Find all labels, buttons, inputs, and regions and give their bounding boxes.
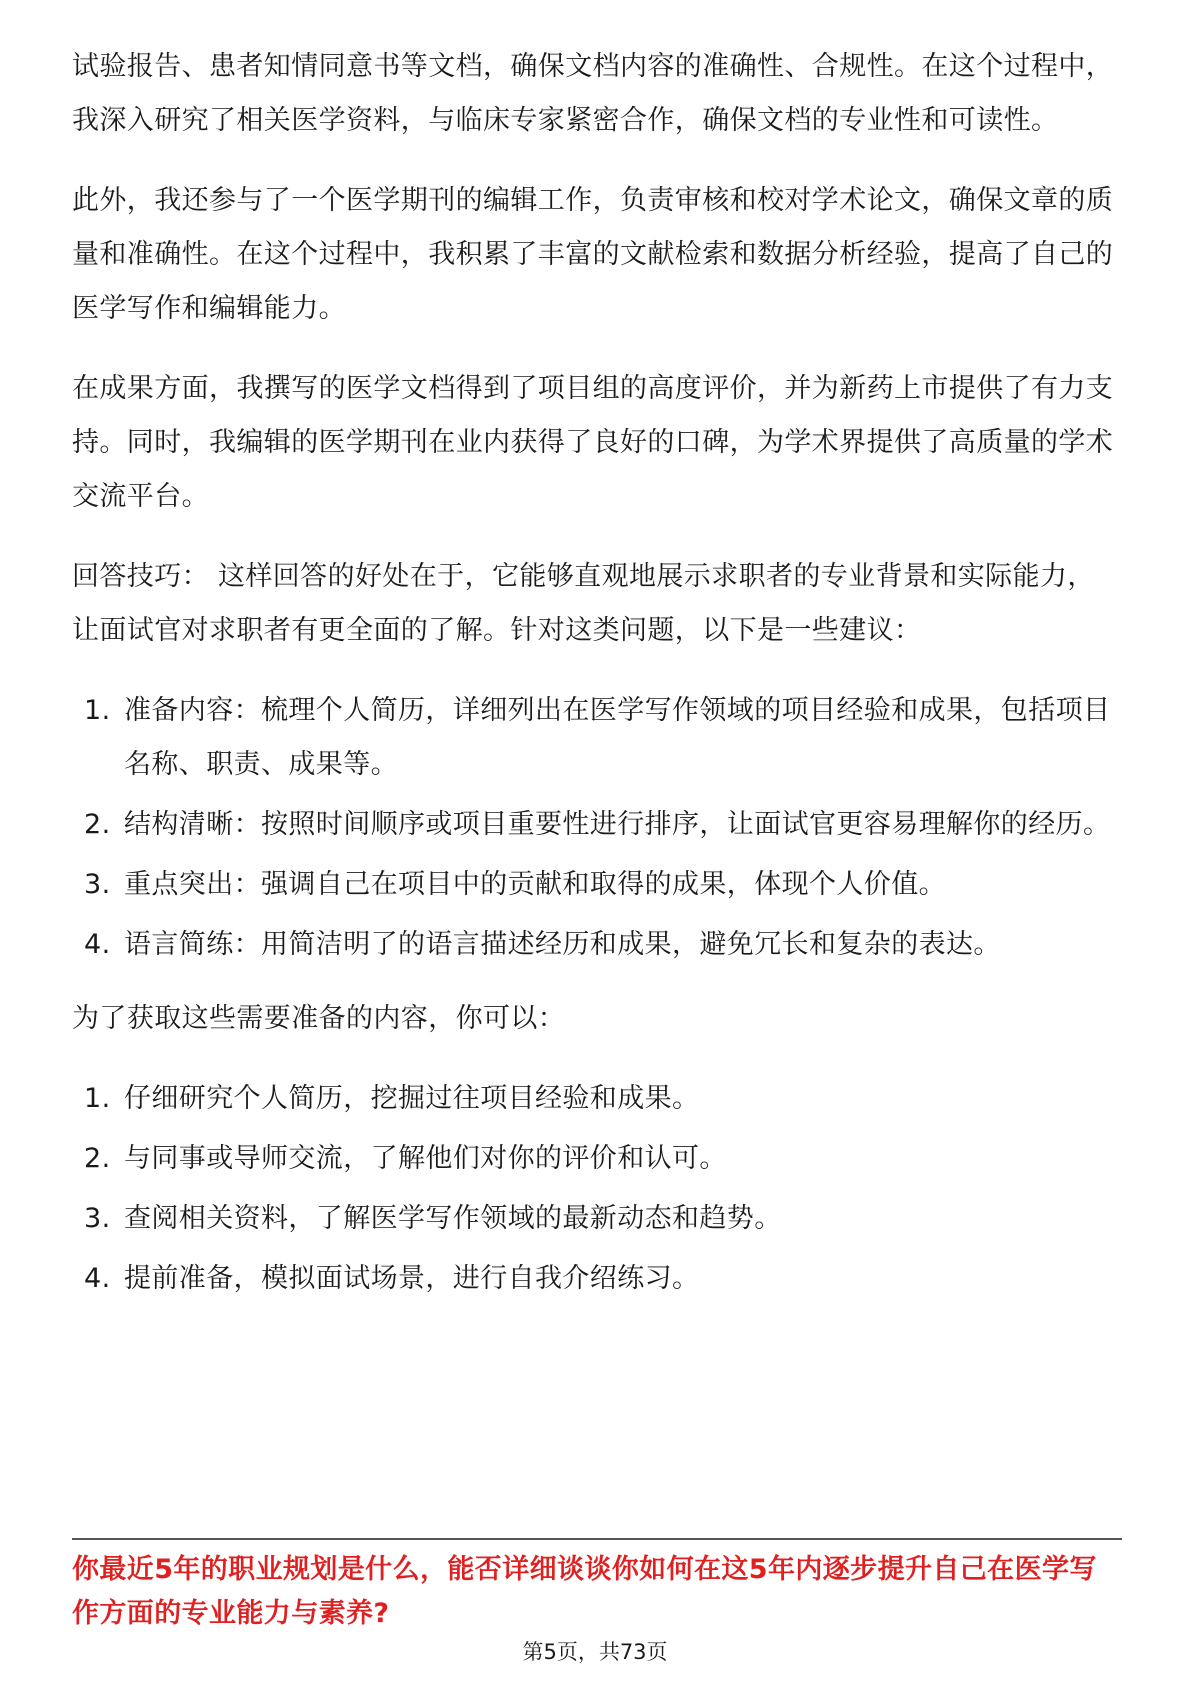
prep-list bbox=[72, 1072, 1122, 1306]
tips-list bbox=[72, 684, 1122, 972]
paragraph-continued: 试验报告、患者知情同意书等文档，确保文档内容的准确性、合规性。在这个过程中，我深入研究了相关医学资料，与临床专家紧密合作，确保文档的专业性和可读性。 bbox=[72, 51, 1114, 136]
list-item: 4. 提前准备，模拟面试场景，进行自我介绍练习。 bbox=[84, 1263, 700, 1294]
section-divider bbox=[72, 1538, 1122, 1540]
list-item: 3. 重点突出：强调自己在项目中的贡献和取得的成果，体现个人价值。 bbox=[84, 869, 946, 900]
paragraph-prep-intro: 为了获取这些需要准备的内容，你可以： bbox=[72, 1003, 566, 1034]
page-number: 第5页，共73页 bbox=[522, 1640, 668, 1664]
list-item: 1. 准备内容：梳理个人简历，详细列出在医学写作领域的项目经验和成果，包括项目名称、职责、成果等。 bbox=[84, 695, 1111, 780]
list-item: 4. 语言简练：用简洁明了的语言描述经历和成果，避免冗长和复杂的表达。 bbox=[84, 929, 1001, 960]
paragraph-journal-editing: 此外，我还参与了一个医学期刊的编辑工作，负责审核和校对学术论文，确保文章的质量和准确性。在这个过程中，我积累了丰富的文献检索和数据分析经验，提高了自己的医学写作和编辑能力。 bbox=[72, 185, 1114, 324]
paragraph-answer-tips: 回答技巧： 这样回答的好处在于，它能够直观地展示求职者的专业背景和实际能力，让面试官对求职者有更全面的了解。针对这类问题，以下是一些建议： bbox=[72, 561, 1095, 646]
body-content bbox=[72, 40, 1122, 1326]
list-item: 2. 结构清晰：按照时间顺序或项目重要性进行排序，让面试官更容易理解你的经历。 bbox=[84, 809, 1111, 840]
list-item: 3. 查阅相关资料，了解医学写作领域的最新动态和趋势。 bbox=[84, 1203, 782, 1234]
paragraph-achievements: 在成果方面，我撰写的医学文档得到了项目组的高度评价，并为新药上市提供了有力支持。同时，我编辑的医学期刊在业内获得了良好的口碑，为学术界提供了高质量的学术交流平台。 bbox=[72, 373, 1114, 512]
list-item: 1. 仔细研究个人简历，挖掘过往项目经验和成果。 bbox=[84, 1083, 700, 1114]
next-question-heading: 你最近5年的职业规划是什么，能否详细谈谈你如何在这5年内逐步提升自己在医学写作方面的专业能力与素养? bbox=[72, 1554, 1097, 1629]
list-item: 2. 与同事或导师交流，了解他们对你的评价和认可。 bbox=[84, 1143, 727, 1174]
